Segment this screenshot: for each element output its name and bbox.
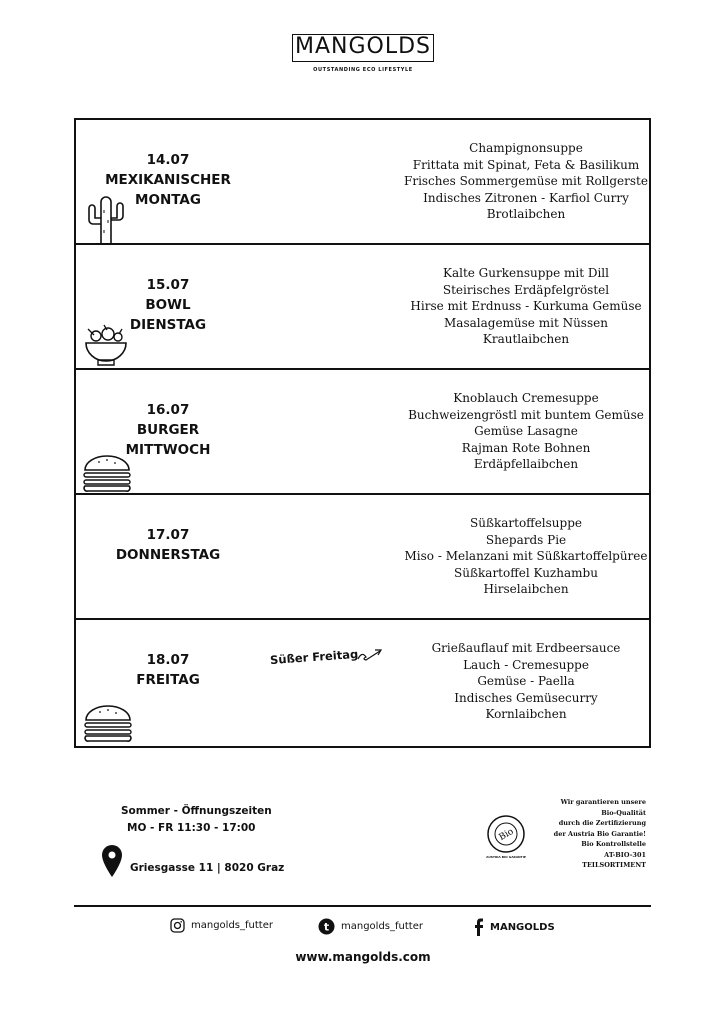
dish-list (376, 515, 676, 598)
dish-list (376, 640, 676, 723)
dish-item: Masalagemüse mit Nüssen (444, 315, 608, 330)
dish-item: Miso - Melanzani mit Süßkartoffelpüree (404, 549, 648, 563)
certification-line: AT-BIO-301 (604, 850, 646, 859)
certification-line: durch die Zertifizierung (558, 819, 646, 827)
day-title: DIENSTAG (129, 317, 207, 333)
dish-item: Gemüse - Paella (477, 674, 575, 688)
day-date: 16.07 (146, 402, 190, 418)
hours: MO - FR 11:30 - 17:00 (127, 822, 256, 834)
dish-item: Hirse mit Erdnuss - Kurkuma Gemüse (410, 299, 642, 313)
address: Griesgasse 11 | 8020 Graz (130, 862, 285, 874)
location-pin-icon (101, 844, 123, 878)
day-row-wednesday (76, 370, 649, 495)
hours-title: Sommer - Öffnungszeiten (121, 805, 272, 817)
footer-divider (74, 905, 651, 907)
certification-line: Bio-Qualität (601, 808, 646, 817)
day-title: DONNERSTAG (115, 547, 221, 563)
facebook-handle: MANGOLDS (490, 921, 555, 933)
cactus-icon (84, 192, 128, 244)
day-title: BURGER (136, 422, 200, 438)
bio-seal-text: AUSTRIA BIO GARANTIE (486, 855, 526, 859)
bio-seal-icon (486, 814, 526, 854)
dish-item: Champignonsuppe (469, 141, 583, 155)
logo: MANGOLDS (292, 34, 434, 62)
dish-item: Buchweizengröstl mit buntem Gemüse (408, 407, 644, 422)
weekly-menu (74, 118, 651, 748)
day-row-monday (76, 120, 649, 245)
certification-line: Bio Kontrollstelle (581, 840, 646, 848)
instagram-link[interactable] (170, 918, 273, 933)
dish-item: Süßkartoffel Kuzhambu (454, 565, 598, 580)
day-title: MONTAG (135, 192, 201, 208)
day-title: MITTWOCH (125, 442, 211, 458)
dish-item: Hirselaibchen (483, 582, 569, 596)
tumblr-link[interactable] (318, 918, 423, 935)
certification-line: der Austria Bio Garantie! (553, 829, 646, 838)
dish-item: Frittata mit Spinat, Feta & Basilikum (412, 157, 640, 172)
dish-list (376, 390, 676, 473)
dish-item: Erdäpfellaibchen (473, 457, 579, 471)
day-title: MEXIKANISCHER (105, 172, 231, 188)
dish-item: Gemüse Lasagne (474, 424, 578, 438)
dish-item: Lauch - Cremesuppe (463, 657, 589, 672)
certification-line: Wir garantieren unsere (560, 798, 646, 806)
day-row-friday (76, 620, 649, 746)
facebook-icon (474, 918, 484, 936)
burger-icon (82, 704, 134, 744)
day-row-tuesday (76, 245, 649, 370)
dish-item: Steirisches Erdäpfelgröstel (442, 282, 610, 297)
dish-item: Brotlaibchen (486, 207, 566, 221)
special-label: Süßer Freitag (269, 646, 359, 668)
dish-item: Knoblauch Cremesuppe (453, 391, 599, 405)
dish-item: Grießauflauf mit Erdbeersauce (431, 641, 621, 655)
bio-seal (486, 814, 526, 859)
dish-item: Rajman Rote Bohnen (461, 440, 591, 455)
day-row-thursday (76, 495, 649, 620)
certification-line: TEILSORTIMENT (582, 861, 646, 869)
dish-item: Kalte Gurkensuppe mit Dill (442, 266, 609, 280)
burger-icon (81, 454, 133, 494)
svg-text:t: t (323, 920, 330, 934)
tumblr-handle: mangolds_futter (341, 921, 423, 932)
day-title: FREITAG (136, 672, 200, 688)
svg-text:Bio: Bio (497, 826, 516, 843)
dish-item: Krautlaibchen (482, 332, 570, 346)
dish-item: Indisches Gemüsecurry (454, 690, 598, 705)
day-date: 15.07 (146, 277, 190, 293)
dish-item: Frisches Sommergemüse mit Rollgerste (404, 174, 648, 188)
day-label (88, 400, 248, 460)
tumblr-icon (318, 918, 335, 935)
day-date: 18.07 (146, 652, 190, 668)
website-link[interactable]: www.mangolds.com (295, 950, 431, 964)
certification-note (554, 797, 646, 871)
tagline: OUTSTANDING ECO LIFESTYLE (313, 67, 413, 73)
day-date: 17.07 (146, 527, 190, 543)
dish-item: Indisches Zitronen - Karfiol Curry (423, 190, 629, 205)
dish-item: Kornlaibchen (485, 707, 567, 721)
instagram-icon (170, 918, 185, 933)
dish-list (376, 265, 676, 348)
day-label (88, 650, 248, 690)
day-label (88, 525, 248, 565)
dish-item: Süßkartoffelsuppe (470, 516, 582, 530)
day-title: BOWL (145, 297, 191, 313)
day-date: 14.07 (146, 152, 190, 168)
dish-list (376, 140, 676, 223)
dish-item: Shepards Pie (485, 532, 567, 547)
salad-bowl-icon (82, 323, 130, 367)
facebook-link[interactable] (474, 918, 555, 936)
instagram-handle: mangolds_futter (191, 920, 273, 931)
